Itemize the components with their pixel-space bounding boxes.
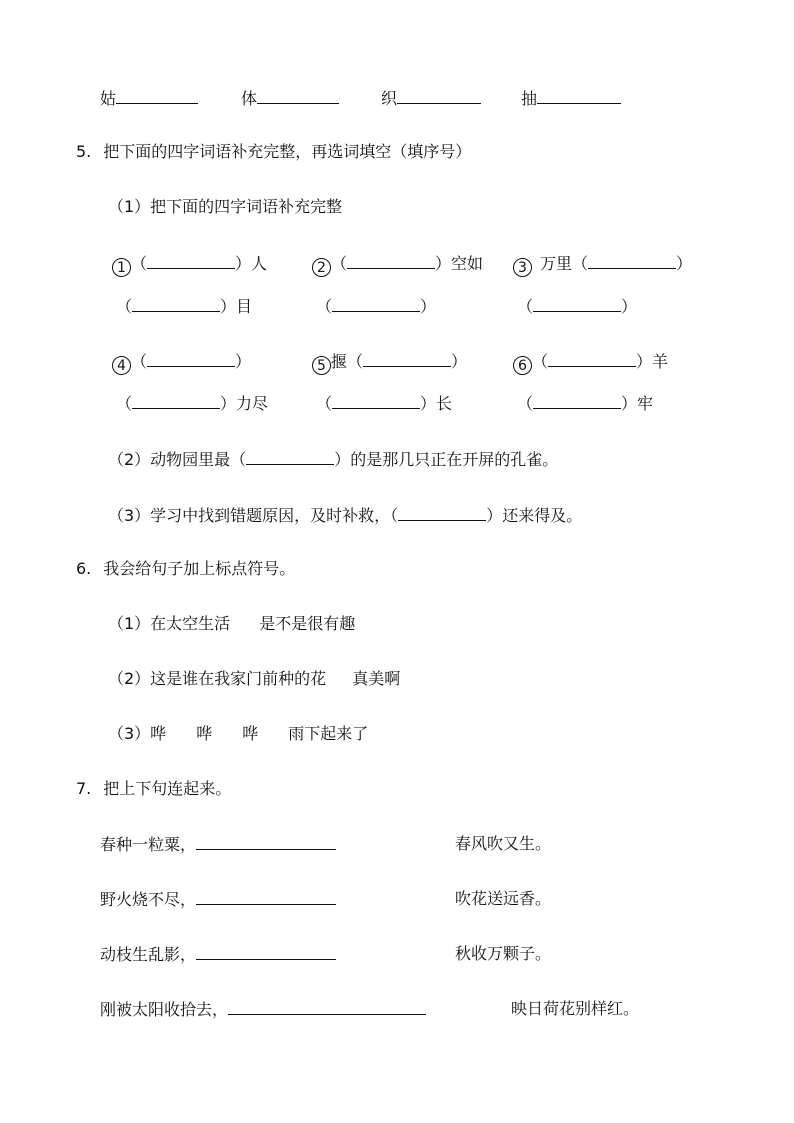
question-heading (76, 559, 295, 579)
idiom-item-continued (116, 296, 252, 317)
poem-line-right: 映日荷花别样红。 (511, 999, 640, 1018)
answer-blank[interactable] (533, 393, 621, 409)
idiom-item (513, 253, 692, 277)
idiom-text: （ (131, 254, 148, 273)
answer-blank[interactable] (397, 88, 481, 104)
idiom-item-continued (116, 393, 268, 414)
answer-blank[interactable] (116, 88, 198, 104)
sentence-text: 真美啊 (352, 669, 401, 688)
poem-line-right: 春风吹又生。 (455, 834, 552, 853)
word-blank-item (521, 88, 621, 109)
punctuation-sentence-1 (108, 614, 355, 634)
question-number: 7. (76, 779, 92, 798)
question-heading (76, 142, 471, 162)
poem-text: 野火烧不尽， (100, 890, 197, 909)
idiom-text: （ (116, 394, 133, 413)
question-title: 我会给句子加上标点符号。 (103, 559, 296, 578)
idiom-text: （ (532, 352, 549, 371)
idiom-text: ）力尽 (220, 394, 269, 413)
answer-blank[interactable] (332, 296, 420, 312)
question-title: 把上下句连起来。 (103, 779, 232, 798)
word-blank-item (241, 88, 339, 109)
poem-line-left (100, 834, 336, 855)
sentence-text: 哗 (242, 724, 259, 743)
answer-blank[interactable] (132, 296, 220, 312)
answer-blank[interactable] (588, 253, 676, 269)
word-char: 体 (241, 89, 258, 108)
question-number: 5. (76, 142, 92, 161)
answer-blank[interactable] (196, 889, 336, 905)
word-blank-item (100, 88, 198, 109)
answer-blank[interactable] (537, 88, 621, 104)
circled-number: 4 (112, 356, 131, 375)
idiom-item (112, 351, 251, 375)
word-char: 织 (381, 89, 398, 108)
word-char: 抽 (521, 89, 538, 108)
sentence-text: （3）学习中找到错题原因，及时补救，（ (108, 506, 399, 525)
poem-text: 春种一粒粟， (100, 835, 197, 854)
poem-line-left (100, 889, 336, 910)
sentence-text: （2）动物园里最（ (108, 450, 247, 469)
idiom-text: （ (316, 297, 333, 316)
idiom-text: ） (420, 297, 437, 316)
answer-blank[interactable] (147, 253, 235, 269)
idiom-item-continued (316, 393, 452, 414)
idiom-item-continued (517, 296, 637, 317)
idiom-item (312, 351, 467, 375)
answer-blank[interactable] (363, 351, 451, 367)
circled-number: 6 (513, 356, 532, 375)
question-number: 6. (76, 559, 92, 578)
circled-number: 2 (312, 258, 331, 277)
idiom-text: ）羊 (636, 352, 669, 371)
idiom-text: ）目 (220, 297, 253, 316)
idiom-text: ） (235, 352, 252, 371)
question-title: 把下面的四字词语补充完整，再选词填空（填序号） (103, 142, 472, 161)
circled-number: 5 (312, 356, 331, 375)
poem-text: 刚被太阳收拾去， (100, 1000, 229, 1019)
poem-line-right: 秋收万颗子。 (455, 944, 552, 963)
punctuation-sentence-2 (108, 669, 400, 689)
answer-blank[interactable] (398, 505, 486, 521)
idiom-item-continued (316, 296, 436, 317)
answer-blank[interactable] (228, 999, 426, 1015)
idiom-text: （ (116, 297, 133, 316)
sentence-text: 哗 (196, 724, 213, 743)
sentence-text: （3）哗 (108, 724, 167, 743)
word-blank-item (381, 88, 481, 109)
answer-blank[interactable] (132, 393, 220, 409)
circled-number: 1 (112, 258, 131, 277)
idiom-text: 揠（ (331, 352, 364, 371)
idiom-item-continued (517, 393, 653, 414)
idiom-text: （ (316, 394, 333, 413)
idiom-item (312, 253, 483, 277)
idiom-text: （ (517, 394, 534, 413)
answer-blank[interactable] (196, 834, 336, 850)
poem-text: 动枝生乱影， (100, 945, 197, 964)
answer-blank[interactable] (332, 393, 420, 409)
sentence-text: ）还来得及。 (486, 506, 583, 525)
answer-blank[interactable] (246, 449, 334, 465)
poem-line-left (100, 944, 336, 965)
answer-blank[interactable] (257, 88, 339, 104)
poem-line-left (100, 999, 426, 1020)
sentence-text: 雨下起来了 (288, 724, 369, 743)
idiom-text: ）人 (235, 254, 268, 273)
sentence-text: （1）在太空生活 (108, 614, 231, 633)
idiom-text: ） (451, 352, 468, 371)
idiom-item (112, 253, 267, 277)
answer-blank[interactable] (147, 351, 235, 367)
answer-blank[interactable] (347, 253, 435, 269)
sentence-text: 是不是很有趣 (259, 614, 356, 633)
idiom-item (513, 351, 668, 375)
sub-question-2 (108, 449, 558, 470)
word-char: 姑 (100, 89, 117, 108)
idiom-text: （ (517, 297, 534, 316)
sentence-text: ）的是那几只正在开屏的孔雀。 (334, 450, 559, 469)
idiom-text: ）空如 (435, 254, 484, 273)
circled-number: 3 (513, 258, 532, 277)
idiom-text: ） (621, 297, 638, 316)
poem-line-right: 吹花送远香。 (455, 889, 552, 908)
answer-blank[interactable] (533, 296, 621, 312)
question-heading (76, 779, 231, 799)
punctuation-sentence-3 (108, 724, 368, 744)
idiom-text: （ (331, 254, 348, 273)
answer-blank[interactable] (196, 944, 336, 960)
idiom-text: ） (676, 254, 693, 273)
idiom-text: ）长 (420, 394, 453, 413)
sub-question-3 (108, 505, 582, 526)
idiom-text: （ (131, 352, 148, 371)
idiom-text: 万里（ (540, 254, 589, 273)
answer-blank[interactable] (548, 351, 636, 367)
sentence-text: （2）这是谁在我家门前种的花 (108, 669, 327, 688)
idiom-text: ）牢 (621, 394, 654, 413)
sub-question-1: （1）把下面的四字词语补充完整 (108, 197, 343, 216)
